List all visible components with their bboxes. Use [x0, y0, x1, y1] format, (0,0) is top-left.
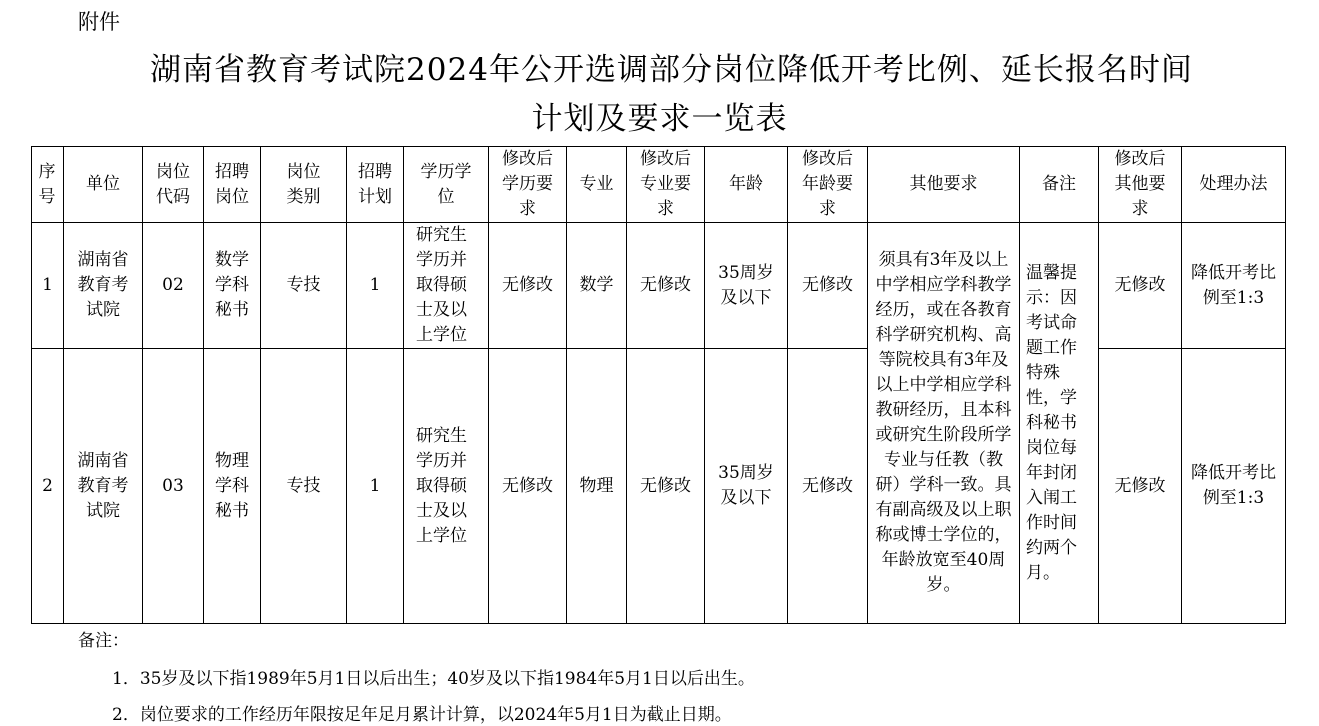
- cell-mod-age: 无修改: [788, 223, 868, 349]
- table-row: [32, 223, 1286, 349]
- cell-mod-other: 无修改: [1099, 349, 1182, 624]
- cell-position: 数学学科秘书: [204, 223, 261, 349]
- cell-mod-major: 无修改: [627, 223, 705, 349]
- cell-remark: 温馨提示：因考试命题工作特殊性，学科秘书岗位每年封闭入闱工作时间约两个月。: [1020, 223, 1099, 624]
- cell-code: 02: [143, 223, 204, 349]
- header-mod-other: 修改后其他要求: [1099, 147, 1182, 223]
- table-header-row: [32, 147, 1286, 223]
- header-handling: 处理办法: [1182, 147, 1286, 223]
- cell-unit: 湖南省教育考试院: [64, 223, 143, 349]
- header-age: 年龄: [705, 147, 788, 223]
- cell-other-requirements: 须具有3年及以上中学相应学科教学经历，或在各教育科学研究机构、高等院校具有3年及以上中学相应学科教研经历，且本科或研究生阶段所学专业与任教（教研）学科一致。具有副高级及以上职称或博士学位的，年龄放宽至40周岁。: [868, 223, 1020, 624]
- cell-seq: 1: [32, 223, 64, 349]
- cell-plan: 1: [347, 349, 404, 624]
- position-table: [31, 146, 1286, 624]
- cell-position: 物理学科秘书: [204, 349, 261, 624]
- cell-plan: 1: [347, 223, 404, 349]
- cell-category: 专技: [261, 223, 347, 349]
- cell-category: 专技: [261, 349, 347, 624]
- cell-seq: 2: [32, 349, 64, 624]
- cell-mod-education: 无修改: [489, 349, 567, 624]
- header-mod-major: 修改后专业要求: [627, 147, 705, 223]
- cell-mod-age: 无修改: [788, 349, 868, 624]
- header-position: 招聘岗位: [204, 147, 261, 223]
- header-seq: 序号: [32, 147, 64, 223]
- header-unit: 单位: [64, 147, 143, 223]
- cell-education: 研究生学历并取得硕士及以上学位: [404, 349, 489, 624]
- cell-mod-other: 无修改: [1099, 223, 1182, 349]
- note-item-1: 1．35岁及以下指1989年5月1日以后出生；40岁及以下指1984年5月1日以后出生。: [112, 669, 755, 689]
- header-plan: 招聘计划: [347, 147, 404, 223]
- document-title-line-1: 湖南省教育考试院2024年公开选调部分岗位降低开考比例、延长报名时间: [150, 52, 1193, 88]
- cell-education: 研究生学历并取得硕士及以上学位: [404, 223, 489, 349]
- cell-handling: 降低开考比例至1:3: [1182, 349, 1286, 624]
- document-title-line-2: 计划及要求一览表: [531, 101, 788, 137]
- cell-age: 35周岁及以下: [705, 349, 788, 624]
- header-category: 岗位类别: [261, 147, 347, 223]
- cell-mod-education: 无修改: [489, 223, 567, 349]
- note-item-2: 2．岗位要求的工作经历年限按足年足月累计计算，以2024年5月1日为截止日期。: [112, 705, 732, 725]
- header-mod-age: 修改后年龄要求: [788, 147, 868, 223]
- cell-unit: 湖南省教育考试院: [64, 349, 143, 624]
- header-education: 学历学位: [404, 147, 489, 223]
- cell-major: 数学: [567, 223, 627, 349]
- header-major: 专业: [567, 147, 627, 223]
- header-remark: 备注: [1020, 147, 1099, 223]
- cell-age: 35周岁及以下: [705, 223, 788, 349]
- header-other: 其他要求: [868, 147, 1020, 223]
- notes-title: 备注：: [78, 631, 129, 651]
- cell-major: 物理: [567, 349, 627, 624]
- cell-code: 03: [143, 349, 204, 624]
- header-mod-education: 修改后学历要求: [489, 147, 567, 223]
- header-code: 岗位代码: [143, 147, 204, 223]
- cell-mod-major: 无修改: [627, 349, 705, 624]
- attachment-label: 附件: [78, 10, 120, 34]
- cell-handling: 降低开考比例至1:3: [1182, 223, 1286, 349]
